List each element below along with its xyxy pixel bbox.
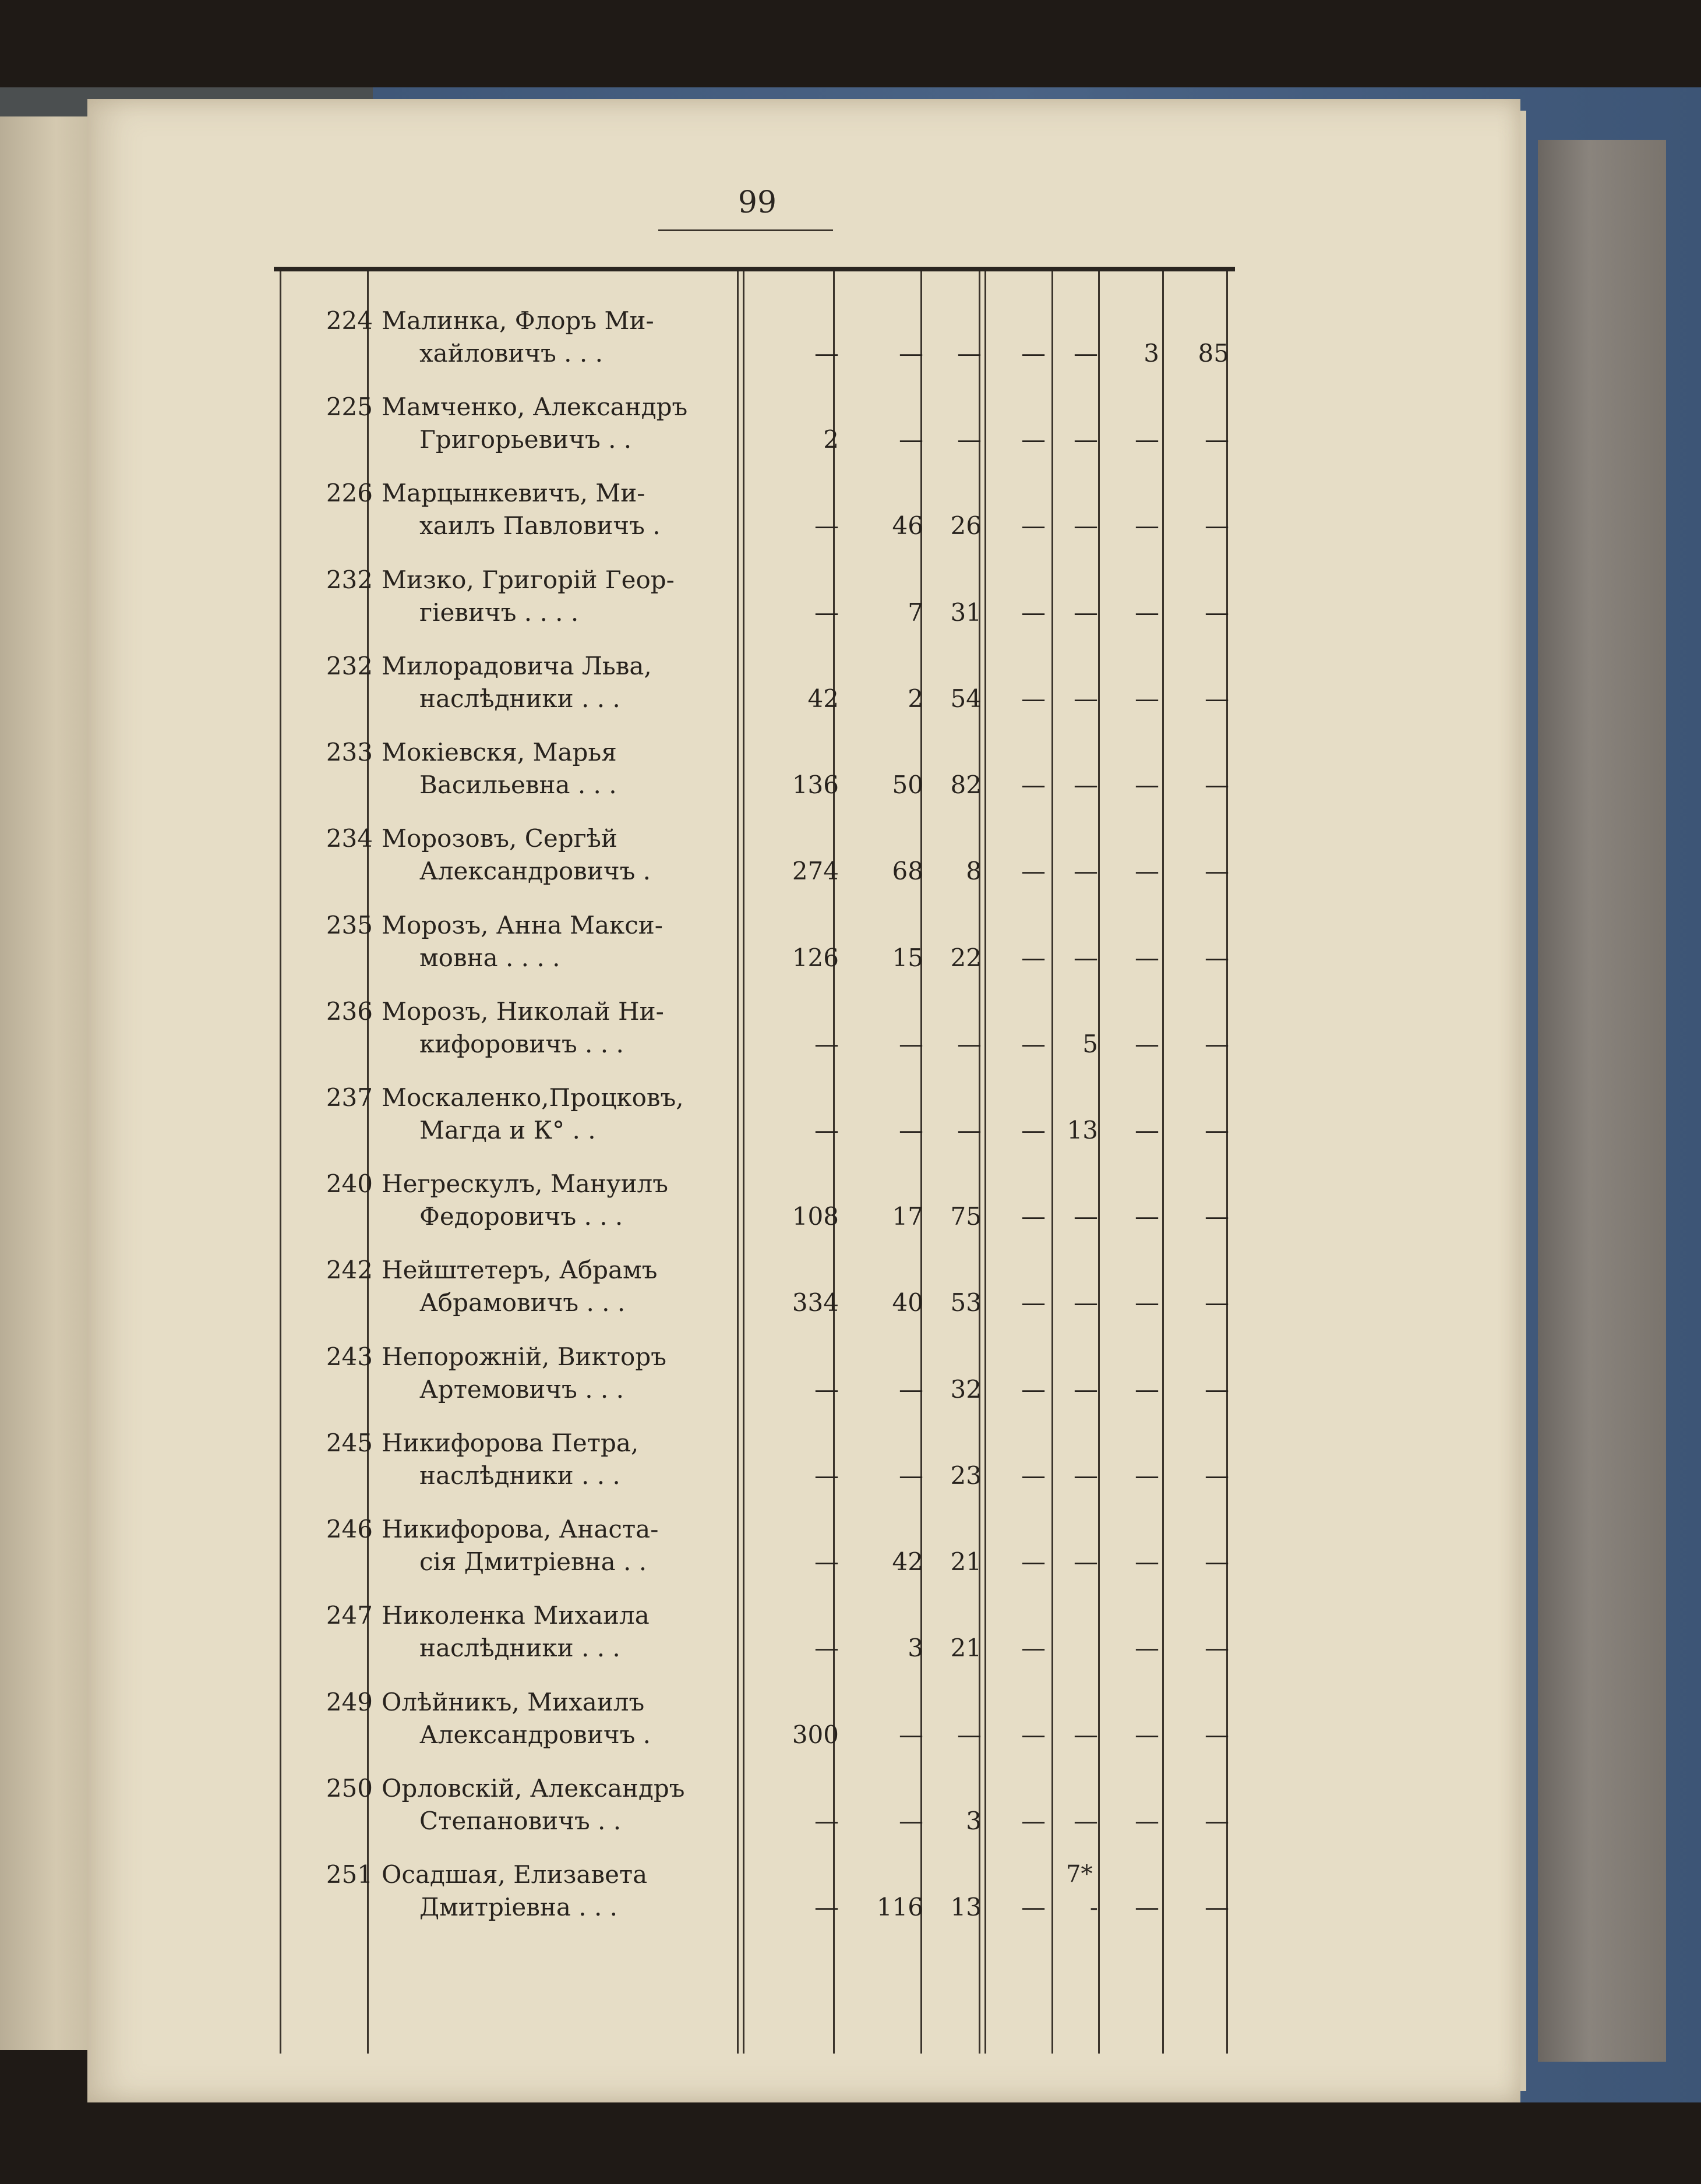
value-col7: — <box>1205 1202 1229 1231</box>
row-number: 226 <box>326 479 373 507</box>
value-col7: — <box>1205 1375 1229 1404</box>
table-row <box>274 303 1235 389</box>
value-col7: — <box>1205 1547 1229 1576</box>
value-col5: — <box>1074 1288 1098 1317</box>
row-number: 246 <box>326 1515 373 1543</box>
table-row <box>274 1511 1235 1598</box>
row-number: 237 <box>326 1083 373 1112</box>
value-col1: — <box>814 511 839 540</box>
value-col7: — <box>1205 1116 1229 1144</box>
value-col1: 136 <box>792 771 839 799</box>
row-number: 243 <box>326 1342 373 1371</box>
table-row <box>274 1166 1235 1252</box>
value-col6: — <box>1135 1375 1159 1404</box>
value-col6: — <box>1135 943 1159 972</box>
value-col7: — <box>1205 1720 1229 1749</box>
value-col6: — <box>1135 771 1159 799</box>
value-col5: 13 <box>1067 1116 1098 1144</box>
owner-name-line2: наслѣдники . . . <box>419 1634 620 1662</box>
value-col2: 40 <box>892 1288 923 1317</box>
value-col3: — <box>957 339 982 367</box>
row-number: 242 <box>326 1256 373 1284</box>
table-row <box>274 1252 1235 1338</box>
value-col2: 68 <box>892 857 923 885</box>
table-top-rule <box>274 267 1235 271</box>
owner-name-line1: Морозъ, Анна Макси- <box>382 911 663 939</box>
value-col5: — <box>1074 425 1098 454</box>
row-number: 225 <box>326 393 373 421</box>
value-col4: — <box>1021 1030 1046 1058</box>
owner-name-line2: Федоровичъ . . . <box>419 1202 623 1231</box>
owner-name-line1: Негрескулъ, Мануилъ <box>382 1169 668 1198</box>
value-col1: — <box>814 1375 839 1404</box>
value-col3: — <box>957 1030 982 1058</box>
header-rule <box>658 229 833 231</box>
value-col4: — <box>1021 943 1046 972</box>
value-col7: — <box>1205 771 1229 799</box>
owner-name-line1: Милорадовича Льва, <box>382 652 652 680</box>
value-col6: — <box>1135 1634 1159 1662</box>
row-number: 247 <box>326 1601 373 1630</box>
value-col5: 5 <box>1082 1030 1098 1058</box>
value-col3: 21 <box>950 1547 982 1576</box>
value-col1: — <box>814 339 839 367</box>
value-col4: — <box>1021 771 1046 799</box>
signature-mark: 7* <box>1066 1861 1093 1888</box>
owner-name-line2: наслѣдники . . . <box>419 1461 620 1490</box>
value-col4: — <box>1021 1116 1046 1144</box>
owner-name-line2: наслѣдники . . . <box>419 684 620 713</box>
value-col1: 108 <box>792 1202 839 1231</box>
value-col4: — <box>1021 684 1046 713</box>
value-col2: — <box>899 1375 923 1404</box>
owner-name-line1: Никифорова Петра, <box>382 1429 639 1457</box>
owner-name-line2: гіевичъ . . . . <box>419 598 579 627</box>
table-row <box>274 1684 1235 1770</box>
owner-name-line1: Мамченко, Александръ <box>382 393 688 421</box>
owner-name-line1: Непорожній, Викторъ <box>382 1342 666 1371</box>
value-col2: 2 <box>908 684 923 713</box>
value-col7: — <box>1205 1461 1229 1490</box>
value-col2: — <box>899 1116 923 1144</box>
value-col3: 3 <box>966 1807 982 1835</box>
owner-name-line2: Васильевна . . . <box>419 771 617 799</box>
value-col6: — <box>1135 684 1159 713</box>
value-col6: — <box>1135 425 1159 454</box>
value-col1: — <box>814 1634 839 1662</box>
table-row <box>274 562 1235 648</box>
row-number: 245 <box>326 1429 373 1457</box>
owner-name-line1: Москаленко,Процковъ, <box>382 1083 684 1112</box>
value-col5: — <box>1074 339 1098 367</box>
owner-name-line1: Никифорова, Анаста- <box>382 1515 659 1543</box>
owner-name-line2: хайловичъ . . . <box>419 339 603 367</box>
value-col1: 334 <box>792 1288 839 1317</box>
row-number: 235 <box>326 911 373 939</box>
value-col4: — <box>1021 1720 1046 1749</box>
value-col7: — <box>1205 511 1229 540</box>
previous-page-edge <box>0 116 93 2050</box>
owner-name-line1: Мокіевскя, Марья <box>382 738 617 766</box>
value-col4: — <box>1021 1375 1046 1404</box>
table-row <box>274 1770 1235 1857</box>
owner-name-line1: Орловскій, Александръ <box>382 1774 685 1803</box>
value-col1: 2 <box>823 425 839 454</box>
value-col6: — <box>1135 1116 1159 1144</box>
value-col2: — <box>899 339 923 367</box>
table-row <box>274 994 1235 1080</box>
value-col6: — <box>1135 1893 1159 1921</box>
value-col6: — <box>1135 1288 1159 1317</box>
value-col3: 13 <box>950 1893 982 1921</box>
value-col4: — <box>1021 857 1046 885</box>
value-col3: 8 <box>966 857 982 885</box>
value-col5: — <box>1074 598 1098 627</box>
value-col2: 46 <box>892 511 923 540</box>
value-col5: — <box>1074 1720 1098 1749</box>
value-col1: — <box>814 1547 839 1576</box>
table-row <box>274 1339 1235 1425</box>
value-col1: 42 <box>807 684 839 713</box>
value-col3: 26 <box>950 511 982 540</box>
value-col2: — <box>899 425 923 454</box>
owner-name-line1: Морозъ, Николай Ни- <box>382 997 664 1026</box>
row-number: 251 <box>326 1860 373 1889</box>
value-col1: — <box>814 1893 839 1921</box>
owner-name-line1: Осадшая, Елизавета <box>382 1860 648 1889</box>
value-col7: — <box>1205 1893 1229 1921</box>
value-col5: — <box>1074 1547 1098 1576</box>
value-col2: 50 <box>892 771 923 799</box>
value-col4: — <box>1021 1547 1046 1576</box>
row-number: 232 <box>326 566 373 594</box>
value-col3: 23 <box>950 1461 982 1490</box>
value-col6: — <box>1135 1807 1159 1835</box>
value-col4: — <box>1021 1893 1046 1921</box>
owner-name-line2: кифоровичъ . . . <box>419 1030 624 1058</box>
value-col6: 3 <box>1144 339 1159 367</box>
value-col5: — <box>1074 511 1098 540</box>
value-col7: — <box>1205 598 1229 627</box>
value-col6: — <box>1135 1461 1159 1490</box>
value-col5: — <box>1074 943 1098 972</box>
value-col3: 22 <box>950 943 982 972</box>
value-col1: — <box>814 1030 839 1058</box>
value-col7: — <box>1205 943 1229 972</box>
value-col1: 300 <box>792 1720 839 1749</box>
row-number: 240 <box>326 1169 373 1198</box>
value-col6: — <box>1135 1547 1159 1576</box>
value-col1: — <box>814 1807 839 1835</box>
value-col6: — <box>1135 511 1159 540</box>
value-col2: — <box>899 1461 923 1490</box>
value-col2: — <box>899 1807 923 1835</box>
owner-name-line2: Магда и К° . . <box>419 1116 596 1144</box>
value-col3: — <box>957 1116 982 1144</box>
owner-name-line1: Нейштетеръ, Абрамъ <box>382 1256 658 1284</box>
value-col7: — <box>1205 1634 1229 1662</box>
value-col4: — <box>1021 598 1046 627</box>
value-col4: — <box>1021 339 1046 367</box>
value-col3: 82 <box>950 771 982 799</box>
value-col5: — <box>1074 1461 1098 1490</box>
row-number: 233 <box>326 738 373 766</box>
value-col4: — <box>1021 1807 1046 1835</box>
value-col3: 32 <box>950 1375 982 1404</box>
value-col5: — <box>1074 1202 1098 1231</box>
value-col5: — <box>1074 1807 1098 1835</box>
owner-name-line2: Абрамовичъ . . . <box>419 1288 626 1317</box>
value-col2: — <box>899 1030 923 1058</box>
value-col6: — <box>1135 857 1159 885</box>
value-col4: — <box>1021 1202 1046 1231</box>
value-col2: 42 <box>892 1547 923 1576</box>
table-row <box>274 734 1235 821</box>
value-col2: 116 <box>876 1893 923 1921</box>
value-col7: — <box>1205 1288 1229 1317</box>
table-row <box>274 648 1235 734</box>
value-col3: 54 <box>950 684 982 713</box>
value-col3: 31 <box>950 598 982 627</box>
value-col5: — <box>1074 684 1098 713</box>
value-col1: 274 <box>792 857 839 885</box>
owner-name-line1: Морозовъ, Сергѣй <box>382 824 617 853</box>
table-row <box>274 475 1235 561</box>
value-col5: — <box>1074 1375 1098 1404</box>
value-col2: 7 <box>908 598 923 627</box>
owner-name-line2: Степановичъ . . <box>419 1807 622 1835</box>
table-row <box>274 389 1235 475</box>
value-col6: — <box>1135 1030 1159 1058</box>
value-col3: — <box>957 425 982 454</box>
value-col3: 21 <box>950 1634 982 1662</box>
row-number: 250 <box>326 1774 373 1803</box>
value-col3: 53 <box>950 1288 982 1317</box>
value-col7: — <box>1205 684 1229 713</box>
row-number: 234 <box>326 824 373 853</box>
owner-name-line1: Николенка Михаила <box>382 1601 650 1630</box>
value-col7: — <box>1205 1807 1229 1835</box>
owner-name-line2: Александровичъ . <box>419 1720 651 1749</box>
value-col4: — <box>1021 511 1046 540</box>
value-col4: — <box>1021 1634 1046 1662</box>
value-col6: — <box>1135 1720 1159 1749</box>
owner-name-line1: Мизко, Григорій Геор- <box>382 566 675 594</box>
value-col5: — <box>1074 857 1098 885</box>
value-col4: — <box>1021 1288 1046 1317</box>
value-col1: — <box>814 1116 839 1144</box>
value-col2: 15 <box>892 943 923 972</box>
value-col2: 17 <box>892 1202 923 1231</box>
value-col6: — <box>1135 598 1159 627</box>
owner-name-line1: Марцынкевичъ, Ми- <box>382 479 645 507</box>
table-row <box>274 1425 1235 1511</box>
row-number: 236 <box>326 997 373 1026</box>
owner-name-line2: мовна . . . . <box>419 943 560 972</box>
value-col7: — <box>1205 425 1229 454</box>
book-edge-block <box>1538 140 1666 2062</box>
owner-name-line2: Дмитріевна . . . <box>419 1893 617 1921</box>
row-number: 224 <box>326 306 373 335</box>
row-number: 232 <box>326 652 373 680</box>
value-col1: — <box>814 1461 839 1490</box>
value-col1: 126 <box>792 943 839 972</box>
owner-name-line1: Малинка, Флоръ Ми- <box>382 306 654 335</box>
owner-name-line2: Александровичъ . <box>419 857 651 885</box>
value-col2: 3 <box>908 1634 923 1662</box>
value-col3: 75 <box>950 1202 982 1231</box>
value-col1: — <box>814 598 839 627</box>
owner-name-line2: сія Дмитріевна . . <box>419 1547 647 1576</box>
value-col4: — <box>1021 425 1046 454</box>
page-number: 99 <box>737 185 777 220</box>
table-row <box>274 907 1235 994</box>
row-number: 249 <box>326 1688 373 1716</box>
owner-name-line1: Олѣйникъ, Михаилъ <box>382 1688 645 1716</box>
value-col2: — <box>899 1720 923 1749</box>
table-row <box>274 1598 1235 1684</box>
table-row <box>274 1080 1235 1166</box>
owner-name-line2: Григорьевичъ . . <box>419 425 632 454</box>
value-col4: — <box>1021 1461 1046 1490</box>
value-col6: — <box>1135 1202 1159 1231</box>
value-col7: — <box>1205 857 1229 885</box>
value-col7: — <box>1205 1030 1229 1058</box>
value-col5: - <box>1089 1893 1098 1921</box>
owner-name-line2: хаилъ Павловичъ . <box>419 511 661 540</box>
value-col7: 85 <box>1198 339 1229 367</box>
value-col3: — <box>957 1720 982 1749</box>
value-col5: — <box>1074 771 1098 799</box>
table-row <box>274 821 1235 907</box>
owner-name-line2: Артемовичъ . . . <box>419 1375 624 1404</box>
